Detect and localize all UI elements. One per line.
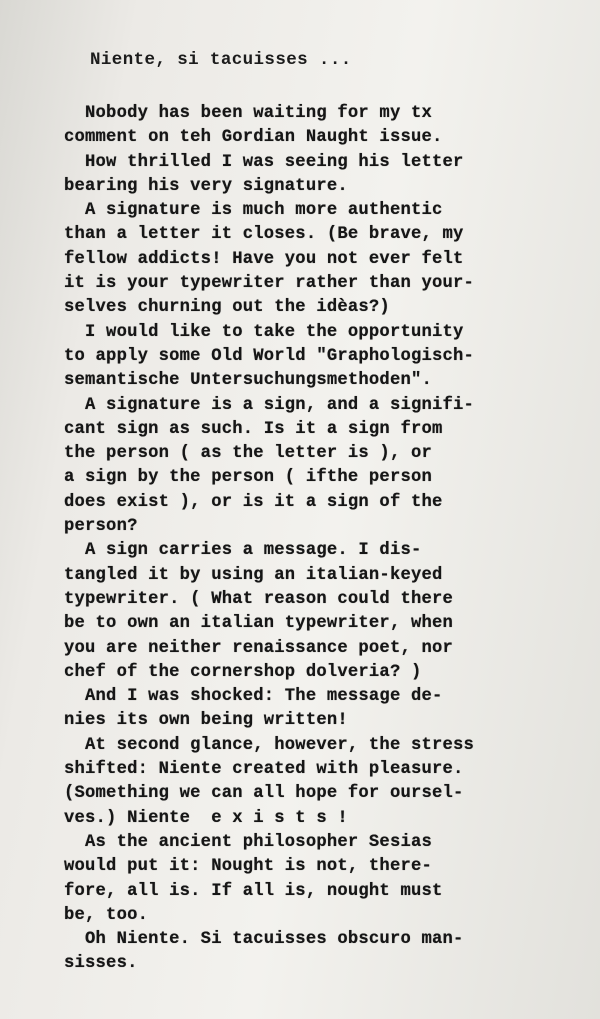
text-line: would put it: Nought is not, there- [64, 857, 432, 877]
text-line: does exist ), or is it a sign of the [64, 492, 443, 512]
text-line: fellow addicts! Have you not ever felt [64, 249, 464, 269]
text-line: (Something we can all hope for oursel- [64, 784, 464, 804]
text-line: As the ancient philosopher Sesias [64, 832, 432, 852]
text-line: cant sign as such. Is it a sign from [64, 419, 443, 439]
text-line: semantische Untersuchungsmethoden". [64, 371, 432, 391]
text-line: than a letter it closes. (Be brave, my [64, 225, 464, 245]
text-line: At second glance, however, the stress [64, 735, 475, 755]
text-line: to apply some Old World "Graphologisch- [64, 346, 475, 366]
text-line: Oh Niente. Si tacuisses obscuro man- [64, 930, 464, 950]
text-line: typewriter. ( What reason could there [64, 589, 454, 609]
text-line: I would like to take the opportunity [64, 322, 464, 342]
text-line: comment on teh Gordian Naught issue. [64, 128, 443, 148]
text-line: selves churning out the idèas?) [64, 298, 390, 318]
text-line: A signature is a sign, and a signifi- [64, 395, 475, 415]
text-line: And I was shocked: The message de- [64, 687, 443, 707]
text-line: sisses. [64, 954, 138, 974]
text-line: nies its own being written! [64, 711, 348, 731]
text-line: it is your typewriter rather than your- [64, 274, 475, 294]
letter-body [64, 102, 474, 977]
text-line: be, too. [64, 905, 149, 925]
text-line: Nobody has been waiting for my tx [64, 104, 432, 123]
text-line: shifted: Niente created with pleasure. [64, 760, 464, 780]
text-line: How thrilled I was seeing his letter [64, 152, 464, 172]
text-line: a sign by the person ( ifthe person [64, 468, 432, 488]
text-line: A sign carries a message. I dis- [64, 541, 422, 561]
text-line: bearing his very signature. [64, 176, 348, 196]
text-line: the person ( as the letter is ), or [64, 444, 432, 464]
text-line: ves.) Niente e x i s t s ! [64, 808, 348, 828]
text-line: chef of the cornershop dolveria? ) [64, 662, 422, 682]
text-line: tangled it by using an italian-keyed [64, 565, 443, 585]
text-line: you are neither renaissance poet, nor [64, 638, 454, 658]
text-line: person? [64, 517, 138, 537]
page-title: Niente, si tacuisses ... [90, 50, 352, 70]
text-line: A signature is much more authentic [64, 201, 443, 221]
text-line: be to own an italian typewriter, when [64, 614, 454, 634]
text-line: fore, all is. If all is, nought must [64, 881, 443, 901]
